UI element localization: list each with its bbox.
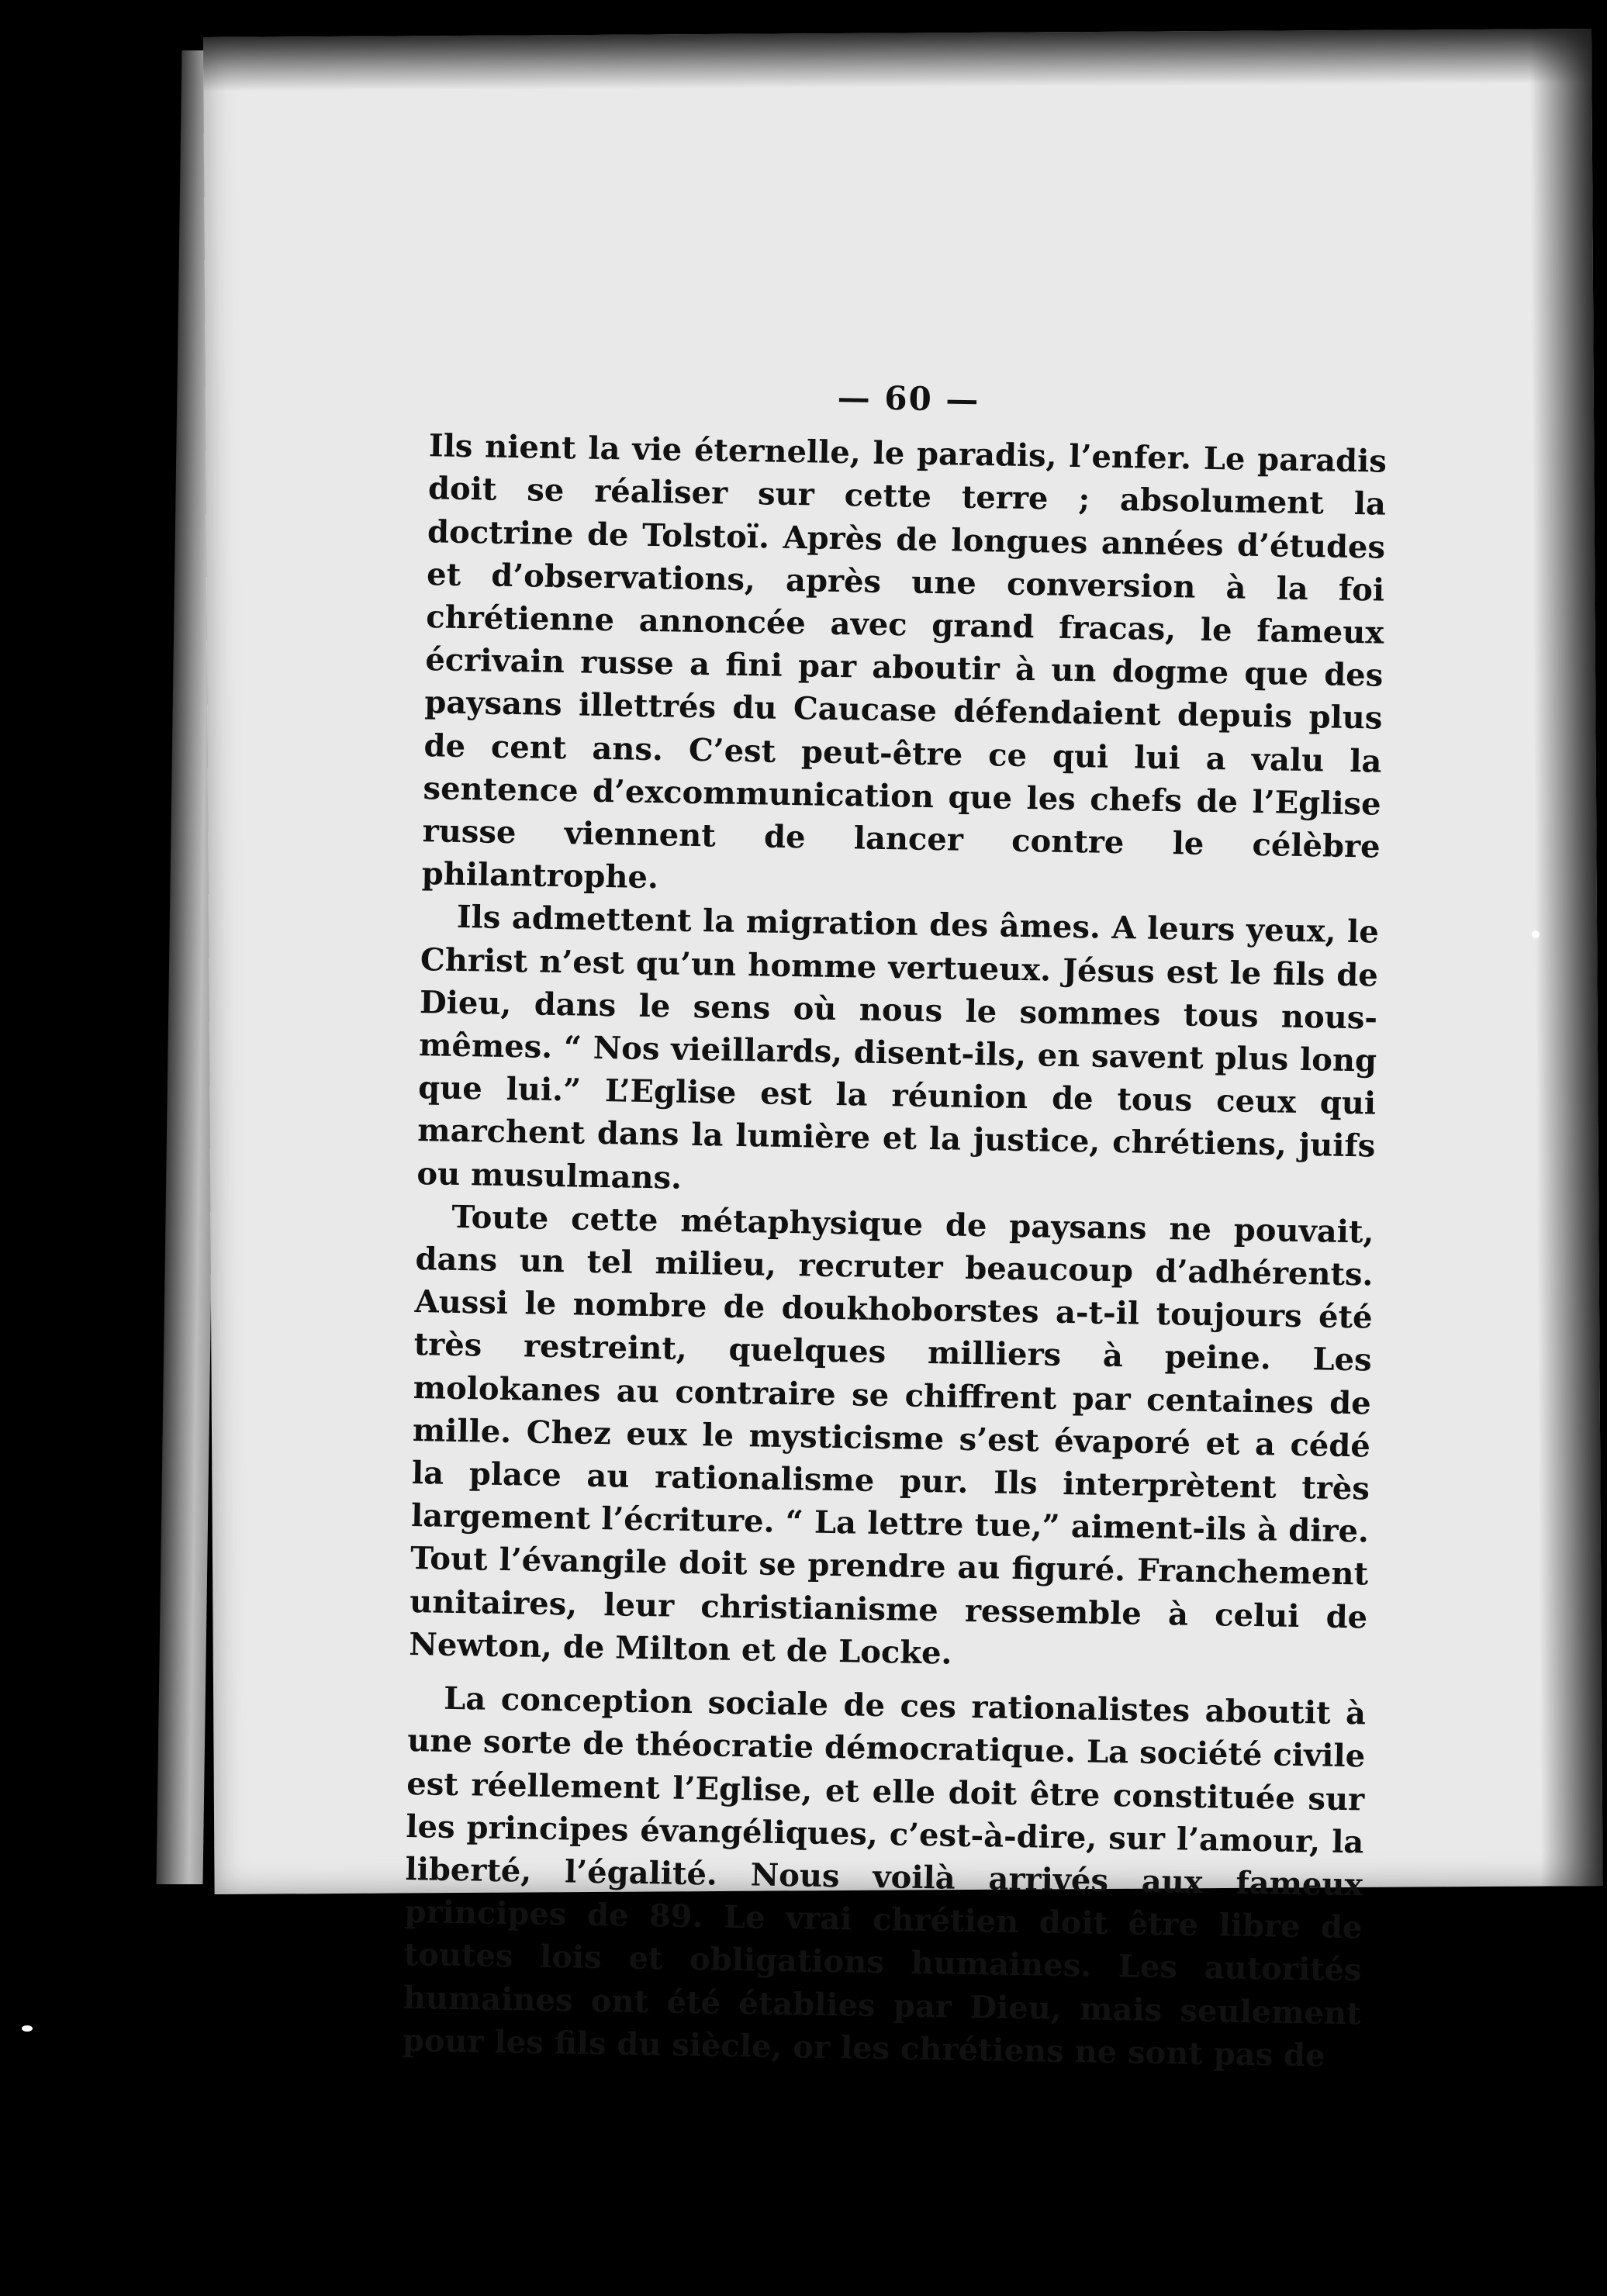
scan-speck [1532, 930, 1540, 938]
book-page [203, 29, 1603, 2074]
scan-speck [22, 2025, 33, 2032]
paragraph-1: Ils nient la vie éternelle, le paradis, l’enfer. Le paradis doit se réaliser sur cette terre ; absolument la doctrine de Tolstoï. Après de longues années d’études et d’observations, après une conversion à la foi chrétienne annoncée avec grand fracas, le fameux écrivain russe a fini par aboutir à un dogme que des paysans illettrés du Caucase défendaient depuis plus de cent ans. C’est peut-être ce qui lui a valu la sentence d’excommunication que les chefs de l’Eglise russe viennent de lancer contre le célèbre philantrophe. [421, 427, 1388, 896]
page-top-shadow [203, 29, 1591, 91]
page-number: — 60 — [837, 378, 980, 419]
page-text-block [402, 369, 1388, 2077]
paragraph-4: La conception sociale de ces rationalistes aboutit à une sorte de théocratie démocratique. La société civile est réellement l’Eglise, et elle doit être constituée sur les principes évangéliques, c’est-à-dire, sur l’amour, la liberté, l’égalité. Nous voilà arrivés aux fameux principes de 89. Le vrai chrétien doit être libre de toutes lois et obligations humaines. Les autorités humaines ont été établies par Dieu, mais seulement pour les fils du siècle, or les chrétiens ne sont pas de [402, 1680, 1367, 2074]
paragraph-3: Toute cette métaphysique de paysans ne pouvait, dans un tel milieu, recruter beaucoup d’adhérents. Aussi le nombre de doukhoborstes a-t-il toujours été très restreint, quelques milliers à peine. Les molokanes au contraire se chiffrent par centaines de mille. Chez eux le mysticisme s’est évaporé et a cédé la place au rationalisme pur. Ils interprètent très largement l’écriture. “ La lettre tue,” aiment-ils à dire. Tout l’évangile doit se prendre au figuré. Franchement unitaires, leur christianisme ressemble à celui de Newton, de Milton et de Locke. [408, 1198, 1374, 1672]
paragraph-2: Ils admettent la migration des âmes. A leurs yeux, le Christ n’est qu’un homme vertueux. Jésus est le fils de Dieu, dans le sens où nous le sommes tous nous-mêmes. “ Nos vieillards, disent-ils, en savent plus long que lui.” L’Eglise est la réunion de tous ceux qui marchent dans la lumière et la justice, chrétiens, juifs ou musulmans. [416, 899, 1380, 1196]
page-right-shadow [1529, 29, 1603, 1886]
